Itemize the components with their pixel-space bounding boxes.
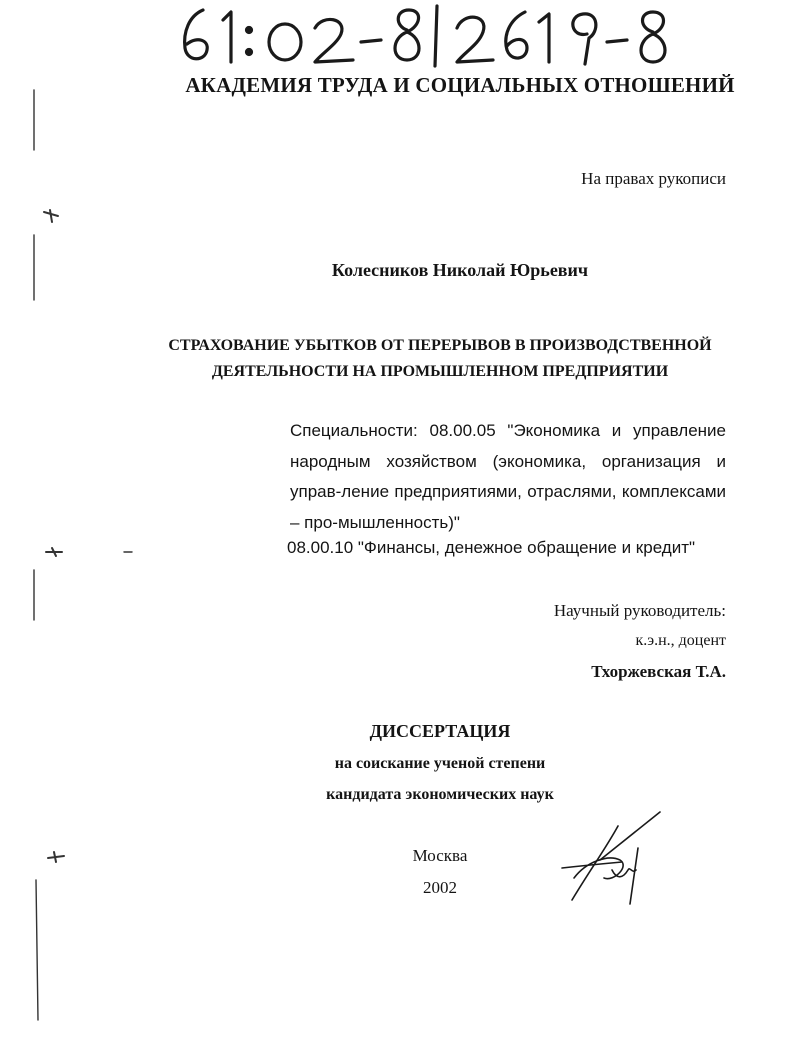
- dissertation-heading: ДИССЕРТАЦИЯ: [369, 721, 511, 741]
- city: Москва: [412, 846, 468, 865]
- author-name: Колесников Николай Юрьевич: [331, 260, 589, 280]
- rights-note: На правах рукописи: [581, 169, 726, 188]
- handwritten-archive-number: [175, 4, 695, 68]
- specialty-first: Специальности: 08.00.05 "Экономика и управление народным хозяйством (экономика, организация и управ-ление предприятиями, отраслями, комплексами – про-мышленность)": [290, 421, 726, 532]
- degree-line-1: на соискание ученой степени: [334, 755, 546, 772]
- year: 2002: [423, 878, 457, 897]
- institution-heading: АКАДЕМИЯ ТРУДА И СОЦИАЛЬНЫХ ОТНОШЕНИЙ: [185, 73, 735, 97]
- advisor-name: Тхоржевская Т.А.: [591, 662, 726, 681]
- title-line-2: ДЕЯТЕЛЬНОСТИ НА ПРОМЫШЛЕННОМ ПРЕДПРИЯТИИ: [211, 363, 669, 380]
- dissertation-title: [120, 333, 760, 385]
- signature: [560, 808, 670, 908]
- advisor-degree: к.э.н., доцент: [635, 632, 726, 649]
- title-line-1: СТРАХОВАНИЕ УБЫТКОВ ОТ ПЕРЕРЫВОВ В ПРОИЗВОДСТВЕННОЙ: [168, 337, 712, 354]
- degree-line-2: кандидата экономических наук: [326, 786, 554, 803]
- advisor-label: Научный руководитель:: [553, 601, 726, 620]
- margin-scan-marks: [0, 0, 140, 1034]
- specialty-second: 08.00.10 "Финансы, денежное обращение и кредит": [287, 538, 696, 557]
